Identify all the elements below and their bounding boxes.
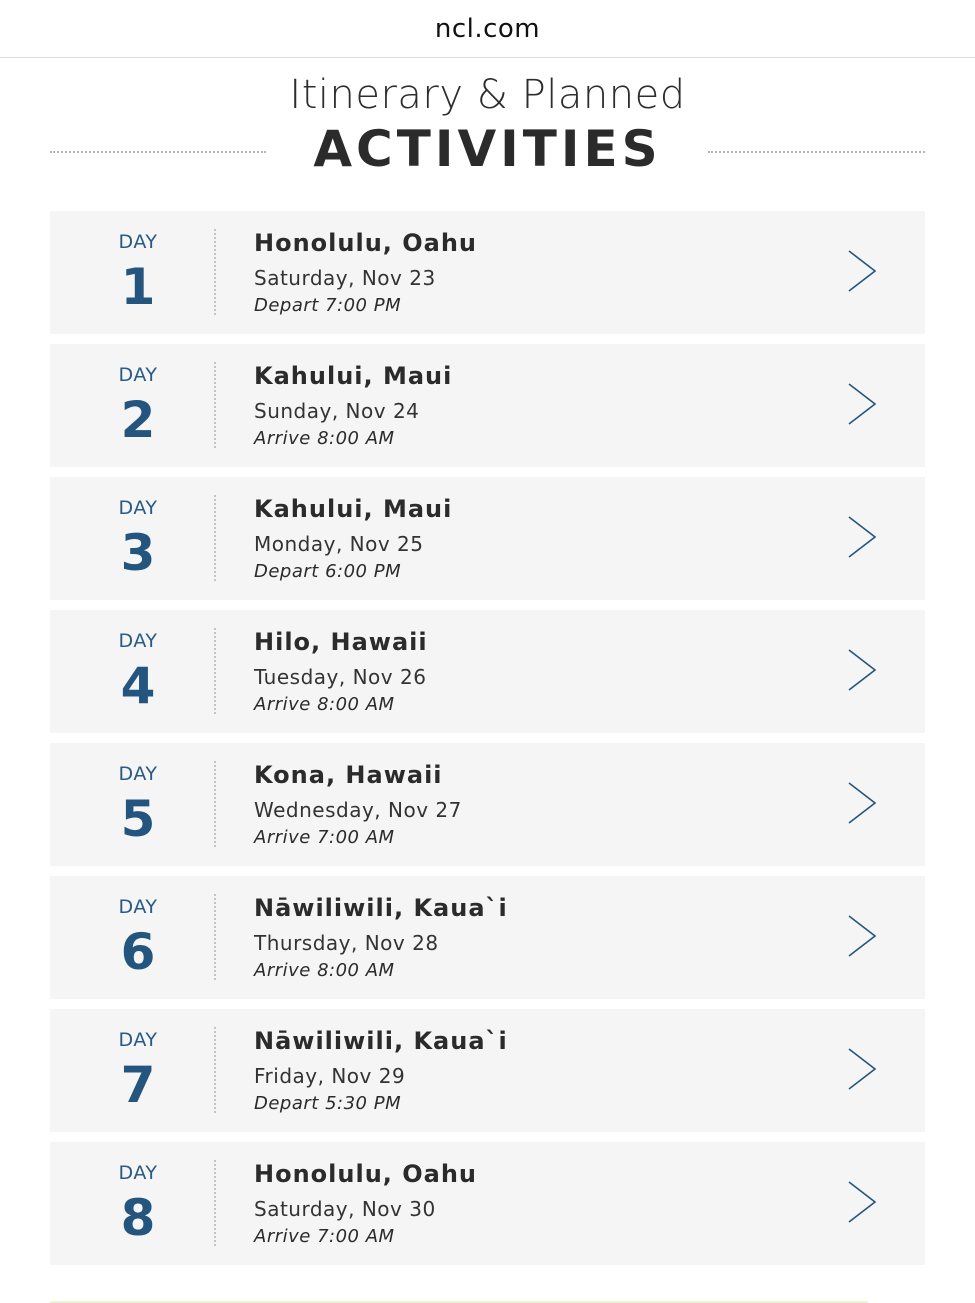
browser-address-bar[interactable]: [0, 0, 975, 58]
day-number: 5: [120, 790, 156, 848]
port-date: Thursday, Nov 28: [254, 931, 439, 955]
card-divider: [214, 628, 216, 714]
port-time: Arrive 8:00 AM: [254, 694, 395, 715]
port-date: Wednesday, Nov 27: [254, 798, 462, 822]
port-name: Kona, Hawaii: [254, 761, 443, 789]
chevron-right-icon[interactable]: [843, 249, 883, 293]
page-title-line1: Itinerary & Planned: [289, 72, 686, 118]
itinerary-day-card[interactable]: [50, 876, 925, 999]
port-time: Depart 6:00 PM: [254, 561, 402, 582]
chevron-right-icon[interactable]: [843, 1047, 883, 1091]
card-divider: [214, 495, 216, 581]
day-label: DAY: [118, 364, 158, 386]
day-label: DAY: [118, 497, 158, 519]
port-date: Saturday, Nov 23: [254, 266, 436, 290]
day-label: DAY: [118, 630, 158, 652]
port-date: Saturday, Nov 30: [254, 1197, 436, 1221]
day-number: 4: [120, 657, 156, 715]
card-divider: [214, 362, 216, 448]
chevron-right-icon[interactable]: [843, 781, 883, 825]
port-name: Honolulu, Oahu: [254, 1160, 478, 1188]
card-divider: [214, 1160, 216, 1246]
page-title-line2: ACTIVITIES: [313, 120, 662, 178]
port-date: Sunday, Nov 24: [254, 399, 420, 423]
itinerary-day-card[interactable]: [50, 477, 925, 600]
port-date: Tuesday, Nov 26: [254, 665, 427, 689]
itinerary-day-card[interactable]: [50, 1142, 925, 1265]
port-time: Depart 7:00 PM: [254, 295, 402, 316]
chevron-right-icon[interactable]: [843, 914, 883, 958]
chevron-right-icon[interactable]: [843, 515, 883, 559]
port-time: Arrive 8:00 AM: [254, 960, 395, 981]
card-divider: [214, 1027, 216, 1113]
port-name: Honolulu, Oahu: [254, 229, 478, 257]
port-time: Depart 5:30 PM: [254, 1093, 402, 1114]
itinerary-list: [50, 211, 925, 1275]
day-label: DAY: [118, 1029, 158, 1051]
chevron-right-icon[interactable]: [843, 648, 883, 692]
chevron-right-icon[interactable]: [843, 382, 883, 426]
day-label: DAY: [118, 763, 158, 785]
day-label: DAY: [118, 896, 158, 918]
port-date: Friday, Nov 29: [254, 1064, 406, 1088]
port-name: Nāwiliwili, Kaua`i: [254, 1027, 508, 1055]
day-number: 7: [120, 1056, 156, 1114]
day-label: DAY: [118, 1162, 158, 1184]
day-number: 3: [120, 524, 156, 582]
itinerary-day-card[interactable]: [50, 610, 925, 733]
port-name: Kahului, Maui: [254, 495, 453, 523]
port-name: Hilo, Hawaii: [254, 628, 428, 656]
card-divider: [214, 894, 216, 980]
itinerary-day-card[interactable]: [50, 743, 925, 866]
title-rule-right: [708, 151, 925, 153]
day-label: DAY: [118, 231, 158, 253]
itinerary-day-card[interactable]: [50, 344, 925, 467]
port-time: Arrive 8:00 AM: [254, 428, 395, 449]
day-number: 8: [120, 1189, 156, 1247]
itinerary-day-card[interactable]: [50, 211, 925, 334]
port-date: Monday, Nov 25: [254, 532, 424, 556]
itinerary-day-card[interactable]: [50, 1009, 925, 1132]
card-divider: [214, 229, 216, 315]
port-name: Kahului, Maui: [254, 362, 453, 390]
site-domain[interactable]: ncl.com: [434, 14, 541, 44]
day-number: 1: [120, 258, 156, 316]
port-time: Arrive 7:00 AM: [254, 827, 395, 848]
chevron-right-icon[interactable]: [843, 1180, 883, 1224]
card-divider: [214, 761, 216, 847]
port-name: Nāwiliwili, Kaua`i: [254, 894, 508, 922]
day-number: 6: [120, 923, 156, 981]
day-number: 2: [120, 391, 156, 449]
port-time: Arrive 7:00 AM: [254, 1226, 395, 1247]
